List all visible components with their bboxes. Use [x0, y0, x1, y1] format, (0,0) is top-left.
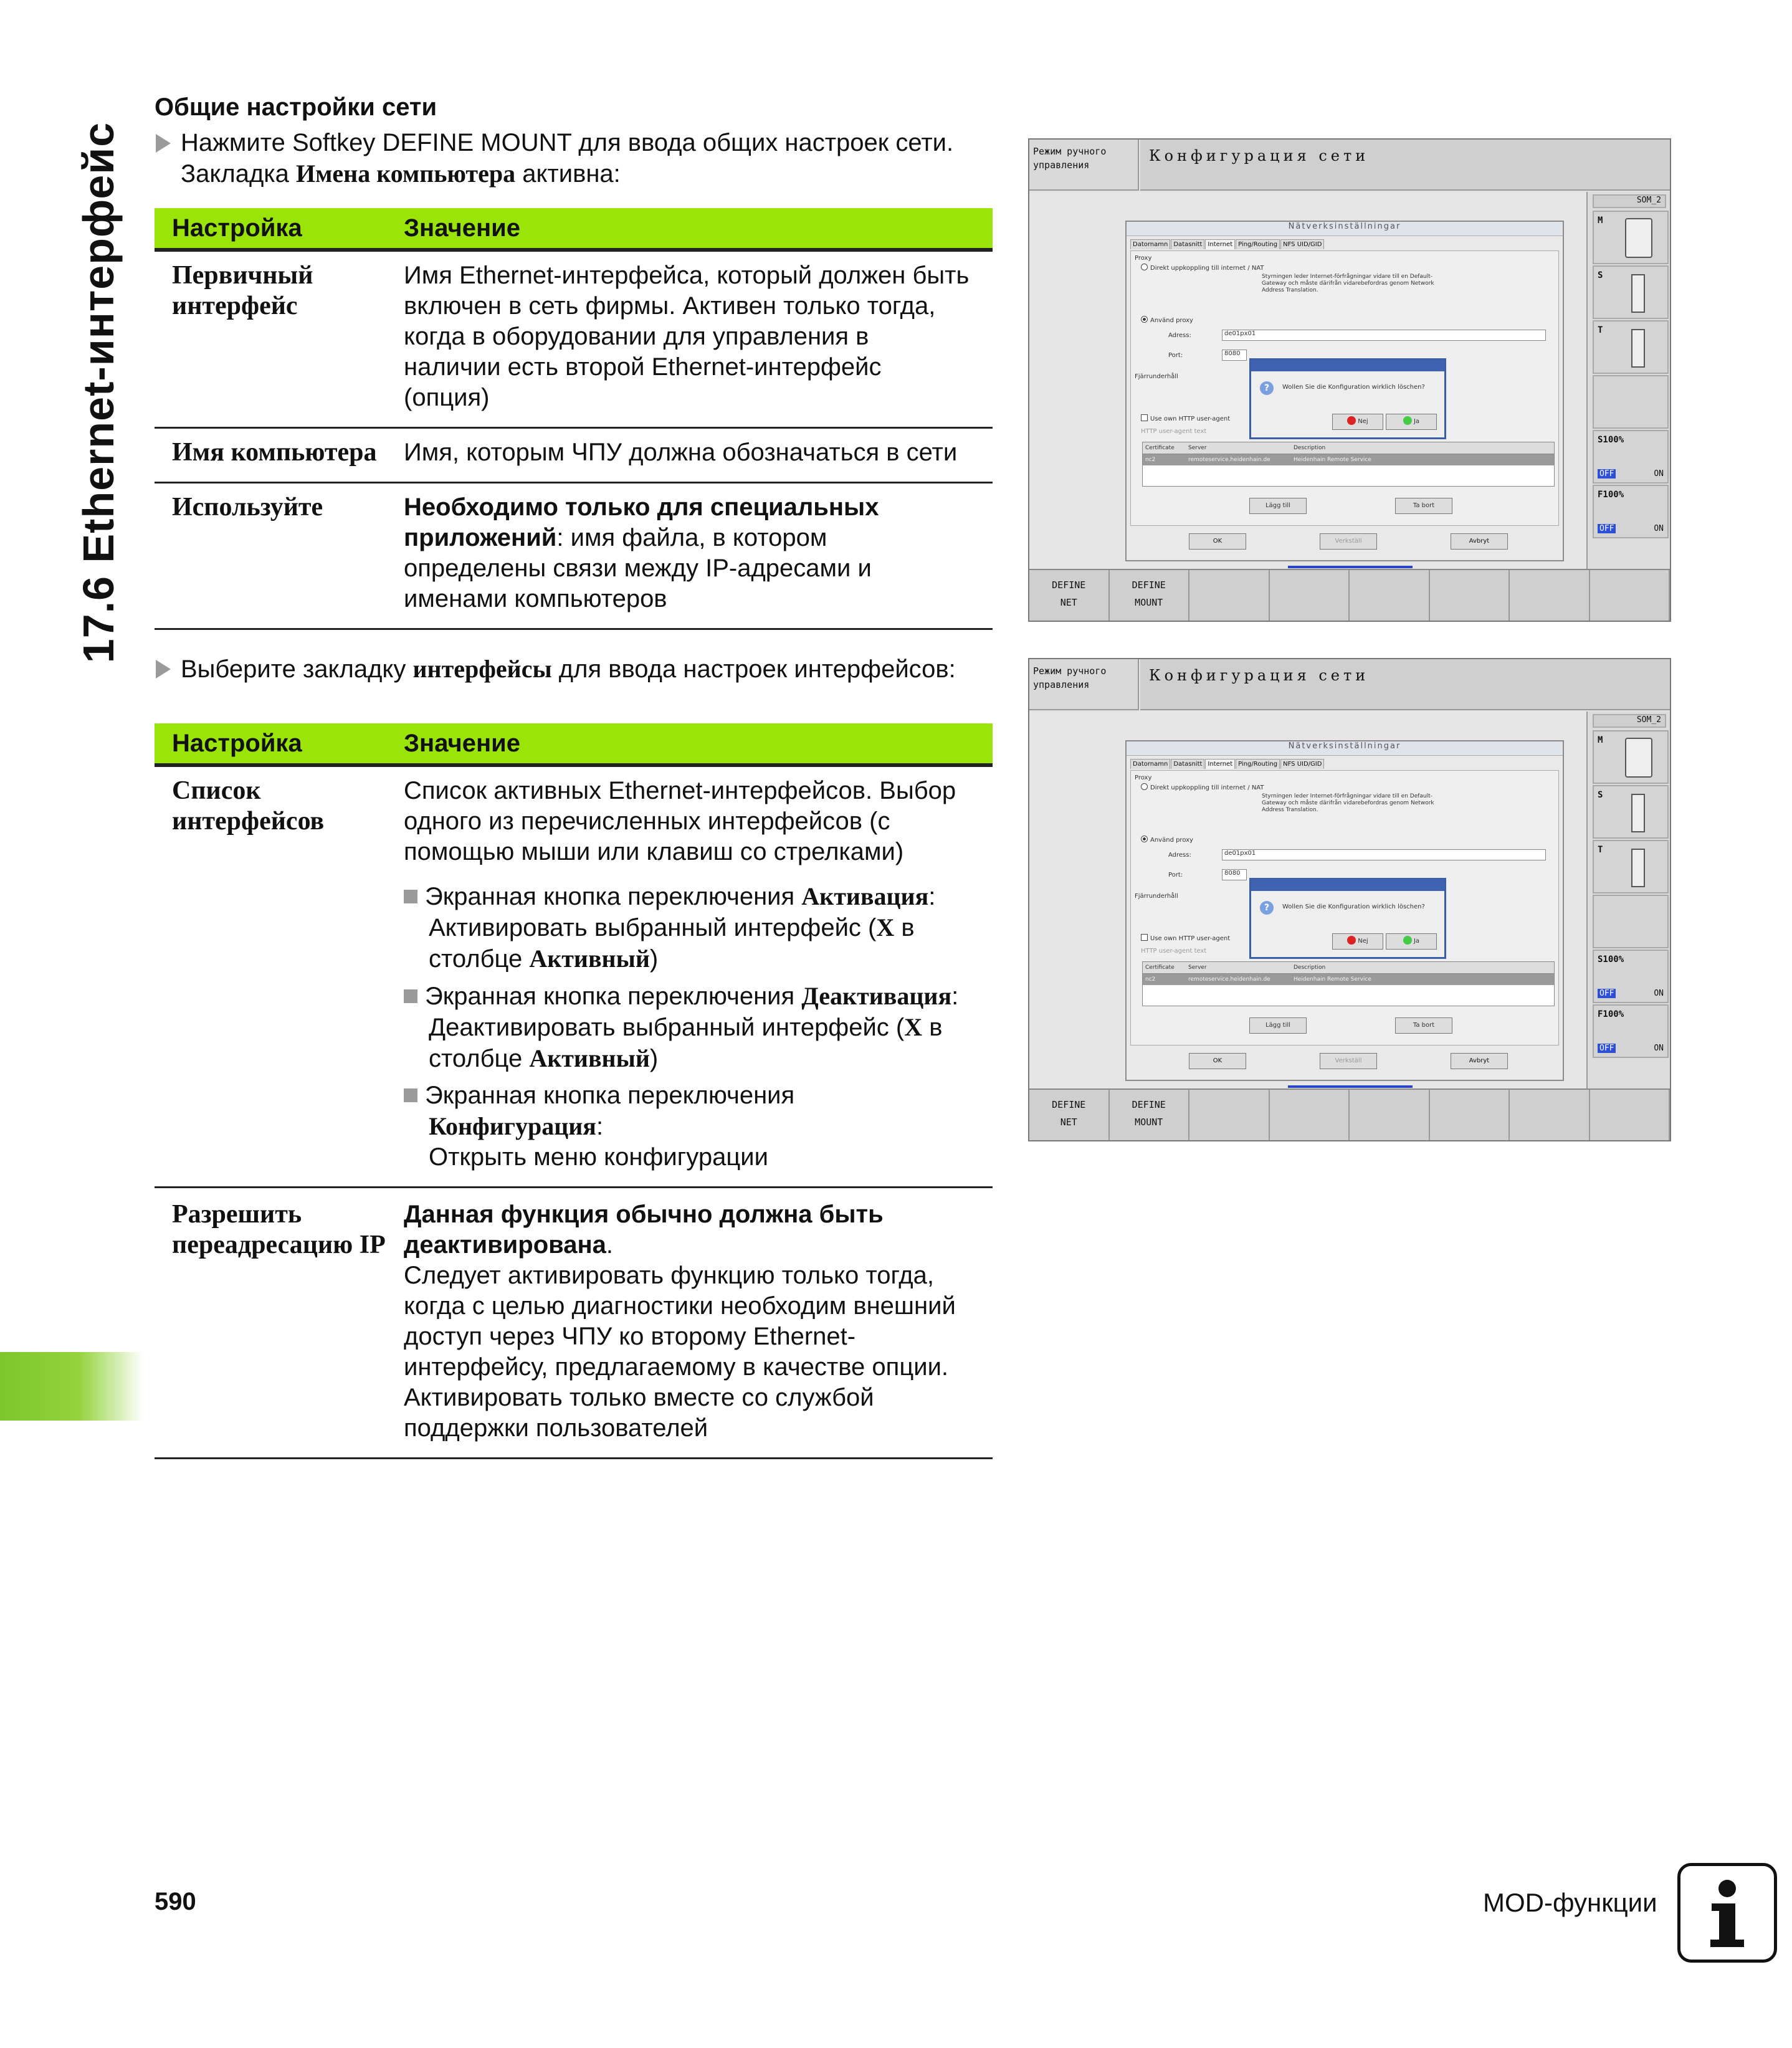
network-settings-dialog	[1125, 740, 1564, 1081]
screenshot-1	[1028, 138, 1671, 622]
confirm-dialog	[1249, 878, 1446, 959]
list-item: Экранная кнопка переключения Конфигурация: Открыть меню конфигурации	[404, 1080, 970, 1173]
table-row	[155, 1188, 993, 1459]
screen-title: Конфигурация сети	[1140, 140, 1670, 191]
status-column	[1586, 712, 1670, 1088]
direct-note: Styrningen leder Internet-förfrågningar vidare till en Default-Gateway och måste därifrån vidarebefordras genom Network Address Translation.	[1262, 793, 1434, 813]
address-label: Adress:	[1168, 332, 1191, 339]
s100-tile: S100% OFF ON	[1593, 430, 1669, 483]
spindle-icon	[1631, 274, 1645, 313]
table-row	[155, 483, 993, 629]
ok-button[interactable]: OK	[1189, 1053, 1246, 1069]
step-1: Нажмите Softkey DEFINE MOUNT для ввода общих настроек сети. Закладка Имена компьютера активна:	[155, 128, 993, 189]
screenshot-2	[1028, 658, 1671, 1141]
col-header-setting: Настройка	[155, 208, 404, 250]
screen-title: Конфигурация сети	[1140, 659, 1670, 710]
table-header	[155, 723, 993, 765]
som-label: SOM_2	[1593, 194, 1666, 208]
port-label: Port:	[1168, 352, 1183, 359]
progress-line	[1288, 566, 1413, 568]
col-header-value: Значение	[404, 208, 993, 250]
apply-button[interactable]: Verkställ	[1320, 533, 1377, 550]
confirm-dialog	[1249, 358, 1446, 439]
empty-tile	[1593, 375, 1669, 429]
setting-name: Разрешить переадресацию IP	[155, 1188, 404, 1459]
certificate-grid: Certificate Server Description nc2 remoteservice.heidenhain.de Heidenhain Remote Service	[1142, 961, 1555, 1006]
user-agent-text: HTTP user-agent text	[1141, 948, 1207, 955]
coolant-icon	[1625, 738, 1652, 778]
dialog-title: Nätverksinställningar	[1127, 222, 1563, 236]
cancel-button[interactable]: Avbryt	[1451, 533, 1508, 550]
m-tile: M	[1593, 730, 1669, 784]
certificate-grid: Certificate Server Description nc2 remoteservice.heidenhain.de Heidenhain Remote Service	[1142, 442, 1555, 487]
confirm-message: Wollen Sie die Konfiguration wirklich löschen?	[1282, 384, 1425, 391]
user-agent-option[interactable]: Use own HTTP user-agent	[1141, 934, 1230, 942]
section-title: 17.6 Ethernet-интерфейс	[74, 121, 123, 664]
setting-name: Используйте	[155, 483, 404, 629]
softkey-empty[interactable]	[1189, 1090, 1270, 1140]
table-row[interactable]: nc2 remoteservice.heidenhain.de Heidenhain Remote Service	[1143, 454, 1554, 465]
tab-datornamn[interactable]: Datornamn	[1130, 239, 1170, 249]
m-tile: M	[1593, 211, 1669, 264]
softkey-empty[interactable]	[1270, 1090, 1350, 1140]
dialog-tabs	[1130, 759, 1325, 769]
list-item: Экранная кнопка переключения Деактивация: Деактивировать выбранный интерфейс (X в столбце Активный)	[404, 981, 970, 1074]
confirm-message: Wollen Sie die Konfiguration wirklich löschen?	[1282, 903, 1425, 910]
user-agent-option[interactable]: Use own HTTP user-agent	[1141, 414, 1230, 422]
port-label: Port:	[1168, 872, 1183, 879]
section-tab-marker	[0, 1352, 143, 1421]
softkey-define-mount[interactable]: DEFINE MOUNT	[1110, 1090, 1190, 1140]
col-header-value: Значение	[404, 723, 993, 765]
t-tile: T	[1593, 320, 1669, 374]
f100-tile: F100% OFF ON	[1593, 485, 1669, 538]
tab-internet[interactable]: Internet	[1205, 759, 1235, 769]
add-button[interactable]: Lägg till	[1249, 498, 1307, 514]
setting-name: Первичный интерфейс	[155, 250, 404, 428]
work-area	[1029, 712, 1586, 1088]
dialog-title: Nätverksinställningar	[1127, 741, 1563, 756]
network-settings-dialog	[1125, 221, 1564, 561]
softkey-empty[interactable]	[1189, 570, 1270, 621]
mode-label: Режим ручного управления	[1029, 140, 1139, 191]
step-2: Выберите закладку интерфейсы для ввода настроек интерфейсов:	[155, 654, 993, 685]
softkey-empty[interactable]	[1510, 570, 1590, 621]
footer-section: MOD-функции	[1483, 1888, 1657, 1917]
tab-internet[interactable]: Internet	[1205, 239, 1235, 249]
softkey-define-net[interactable]: DEFINE NET	[1029, 1090, 1110, 1140]
settings-table-1	[155, 208, 993, 630]
softkey-bar	[1029, 569, 1670, 621]
port-input[interactable]: 8080	[1222, 869, 1247, 880]
use-proxy-option[interactable]: Använd proxy	[1141, 316, 1193, 324]
softkey-define-net[interactable]: DEFINE NET	[1029, 570, 1110, 621]
tab-datasnitt[interactable]: Datasnitt	[1171, 239, 1204, 249]
value-text: Список активных Ethernet-интерфейсов. Выбор одного из перечисленных интерфейсов (с помощью мыши или клавиш со стрелками)	[404, 777, 956, 865]
s-tile: S	[1593, 265, 1669, 319]
use-proxy-option[interactable]: Använd proxy	[1141, 836, 1193, 844]
coolant-icon	[1625, 218, 1652, 258]
empty-tile	[1593, 895, 1669, 948]
softkey-empty[interactable]	[1350, 1090, 1430, 1140]
apply-button[interactable]: Verkställ	[1320, 1053, 1377, 1069]
softkey-empty[interactable]	[1510, 1090, 1590, 1140]
user-agent-text: HTTP user-agent text	[1141, 428, 1207, 435]
confirm-titlebar	[1251, 880, 1444, 891]
confirm-titlebar	[1251, 360, 1444, 371]
internet-panel	[1130, 770, 1559, 1045]
work-area	[1029, 192, 1586, 569]
direct-option[interactable]: Direkt uppkoppling till internet / NAT	[1141, 783, 1264, 791]
remote-label: Fjärrunderhåll	[1135, 893, 1178, 900]
table-row	[155, 765, 993, 1188]
status-column	[1586, 192, 1670, 569]
address-input[interactable]: de01px01	[1222, 849, 1546, 860]
tab-nfs[interactable]: NFS UID/GID	[1280, 759, 1324, 769]
setting-value: Имя, которым ЧПУ должна обозначаться в сети	[404, 428, 993, 483]
direct-option[interactable]: Direkt uppkoppling till internet / NAT	[1141, 264, 1264, 272]
heading: Общие настройки сети	[155, 93, 437, 121]
nej-button[interactable]: Nej	[1332, 414, 1383, 430]
remove-button[interactable]: Ta bort	[1395, 498, 1452, 514]
table-row	[155, 428, 993, 483]
question-icon: ?	[1260, 381, 1274, 395]
softkey-empty[interactable]	[1590, 1090, 1670, 1140]
list-item: Экранная кнопка переключения Активация: Активировать выбранный интерфейс (X в столбце Активный)	[404, 881, 970, 974]
cancel-button[interactable]: Avbryt	[1451, 1053, 1508, 1069]
info-icon	[1677, 1863, 1777, 1963]
mode-label: Режим ручного управления	[1029, 659, 1139, 710]
main-content	[155, 93, 993, 1459]
softkey-define-mount[interactable]: DEFINE MOUNT	[1110, 570, 1190, 621]
setting-value	[404, 765, 993, 1188]
tab-datasnitt[interactable]: Datasnitt	[1171, 759, 1204, 769]
table-row	[155, 250, 993, 428]
ok-button[interactable]: OK	[1189, 533, 1246, 550]
setting-value: Имя Ethernet-интерфейса, который должен быть включен в сеть фирмы. Активен только тогда, когда в оборудовании для управления в наличии есть второй Ethernet-интерфейс (опция)	[404, 250, 993, 428]
dialog-tabs	[1130, 239, 1325, 249]
tab-ping-routing[interactable]: Ping/Routing	[1236, 759, 1280, 769]
nej-button[interactable]: Nej	[1332, 933, 1383, 950]
softkey-bar	[1029, 1088, 1670, 1140]
setting-value: Данная функция обычно должна быть деактивирована. Следует активировать функцию только тогда, когда с целью диагностики необходим внешний доступ через ЧПУ ко второму Ethernet-интерфейсу, предлагаемому в качестве опции. Активировать только вместе со службой поддержки пользователей	[404, 1188, 993, 1459]
remove-button[interactable]: Ta bort	[1395, 1017, 1452, 1034]
s100-tile: S100% OFF ON	[1593, 950, 1669, 1003]
remote-label: Fjärrunderhåll	[1135, 373, 1178, 380]
address-label: Adress:	[1168, 852, 1191, 859]
proxy-label: Proxy	[1135, 255, 1152, 262]
f100-tile: F100% OFF ON	[1593, 1004, 1669, 1058]
port-input[interactable]: 8080	[1222, 350, 1247, 361]
table-header	[155, 208, 993, 250]
table-row[interactable]: nc2 remoteservice.heidenhain.de Heidenhain Remote Service	[1143, 974, 1554, 985]
page-number: 590	[155, 1888, 196, 1915]
question-icon: ?	[1260, 901, 1274, 915]
arrow-icon	[156, 660, 171, 679]
proxy-label: Proxy	[1135, 774, 1152, 781]
tab-datornamn[interactable]: Datornamn	[1130, 759, 1170, 769]
progress-line	[1288, 1085, 1413, 1088]
softkey-empty[interactable]	[1590, 570, 1670, 621]
add-button[interactable]: Lägg till	[1249, 1017, 1307, 1034]
ja-button[interactable]: Ja	[1386, 414, 1437, 430]
softkey-empty[interactable]	[1430, 1090, 1510, 1140]
col-header-setting: Настройка	[155, 723, 404, 765]
address-input[interactable]: de01px01	[1222, 330, 1546, 341]
som-label: SOM_2	[1593, 714, 1666, 728]
direct-note: Styrningen leder Internet-förfrågningar vidare till en Default-Gateway och måste därifrån vidarebefordras genom Network Address Translation.	[1262, 274, 1434, 293]
arrow-icon	[156, 134, 171, 153]
softkey-empty[interactable]	[1270, 570, 1350, 621]
t-tile: T	[1593, 840, 1669, 893]
spindle-icon	[1631, 794, 1645, 832]
ja-button[interactable]: Ja	[1386, 933, 1437, 950]
s-tile: S	[1593, 785, 1669, 839]
tool-icon	[1631, 329, 1645, 368]
internet-panel	[1130, 250, 1559, 526]
setting-name: Список интерфейсов	[155, 765, 404, 1188]
softkey-empty[interactable]	[1350, 570, 1430, 621]
setting-value: Необходимо только для специальных приложений: имя файла, в котором определены связи между IP-адресами и именами компьютеров	[404, 483, 993, 629]
setting-name: Имя компьютера	[155, 428, 404, 483]
tool-icon	[1631, 849, 1645, 887]
softkey-empty[interactable]	[1430, 570, 1510, 621]
settings-table-2	[155, 723, 993, 1459]
tab-ping-routing[interactable]: Ping/Routing	[1236, 239, 1280, 249]
tab-nfs[interactable]: NFS UID/GID	[1280, 239, 1324, 249]
